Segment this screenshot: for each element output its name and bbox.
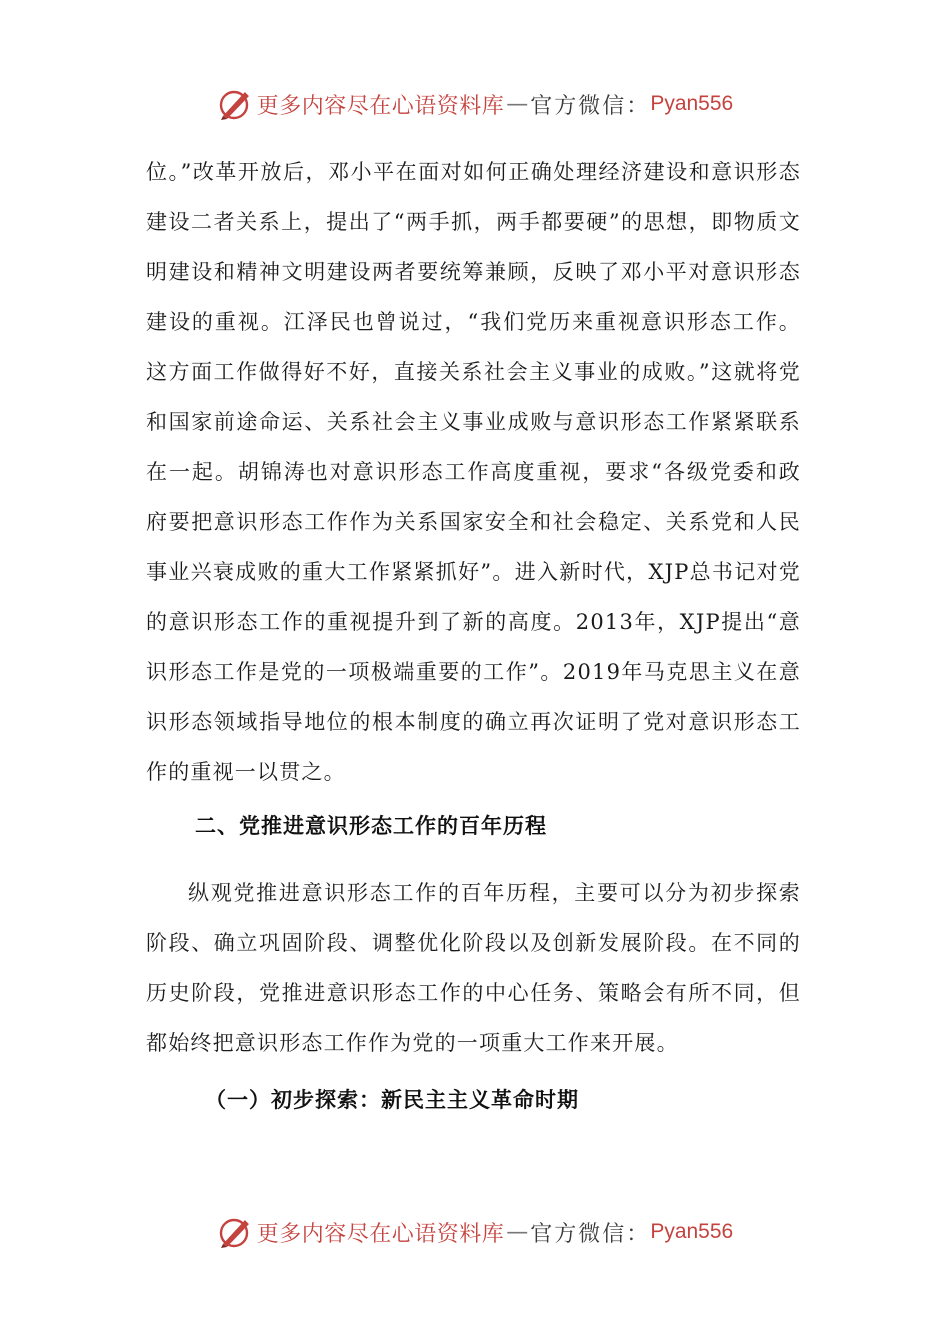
banner-wechat-label: 官方微信：	[530, 1221, 651, 1247]
paragraph-2: 纵观党推进意识形态工作的百年历程，主要可以分为初步探索阶段、确立巩固阶段、调整优化阶段以及创新发展阶段。在不同的历史阶段，党推进意识形态工作的中心任务、策略会有所不同，但都始终把意识形态工作作为党的一项重大工作来开展。	[146, 881, 801, 1055]
header-banner	[0, 84, 950, 124]
banner-dash: —	[506, 1219, 529, 1245]
footer-banner	[0, 1212, 950, 1252]
banner-title: 更多内容尽在心语资料库	[256, 93, 505, 119]
section-heading: 二、党推进意识形态工作的百年历程	[195, 814, 547, 838]
pen-logo-icon	[217, 86, 253, 122]
banner-dash: —	[506, 91, 529, 117]
banner-title: 更多内容尽在心语资料库	[256, 1221, 505, 1247]
banner-wechat-label: 官方微信：	[530, 93, 651, 119]
paragraph-1: 位。”改革开放后，邓小平在面对如何正确处理经济建设和意识形态建设二者关系上，提出了“两手抓，两手都要硬”的思想，即物质文明建设和精神文明建设两者要统筹兼顾，反映了邓小平对意识形态建设的重视。江泽民也曾说过，“我们党历来重视意识形态工作。这方面工作做得好不好，直接关系社会主义事业的成败。”这就将党和国家前途命运、关系社会主义事业成败与意识形态工作紧紧联系在一起。胡锦涛也对意识形态工作高度重视，要求“各级党委和政府要把意识形态工作作为关系国家安全和社会稳定、关系党和人民事业兴衰成败的重大工作紧紧抓好”。进入新时代，XJP总书记对党的意识形态工作的重视提升到了新的高度。2013年，XJP提出“意识形态工作是党的一项极端重要的工作”。2019年马克思主义在意识形态领域指导地位的根本制度的确立再次证明了党对意识形态工作的重视一以贯之。	[146, 160, 801, 784]
pen-logo-icon	[217, 1214, 253, 1250]
banner-wechat-id: Pyan556	[650, 92, 734, 115]
subsection-heading: （一）初步探索：新民主主义革命时期	[205, 1088, 579, 1112]
banner-wechat-id: Pyan556	[650, 1220, 734, 1243]
